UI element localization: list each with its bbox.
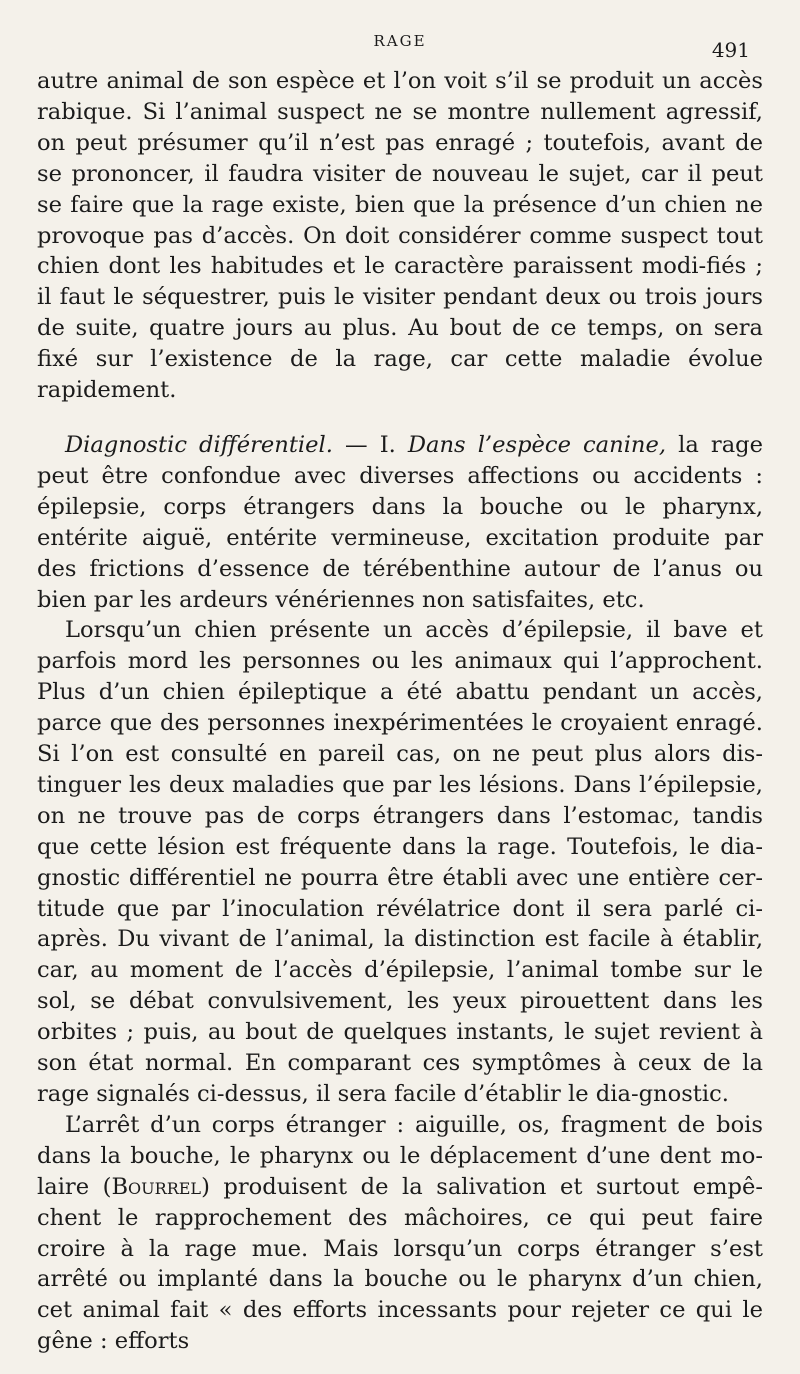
subsection-heading: Dans l’espèce canine,	[407, 431, 667, 458]
paragraph-diagnostic	[37, 430, 763, 615]
paragraph-epilepsy: Lorsqu’un chien présente un accès d’épilepsie, il bave et parfois mord les personnes ou les animaux qui l’approchent. Plus d’un chien épileptique a été abattu pendant un accès, parce que des personnes inexpérimentées le croyaient enragé. Si l’on est consulté en pareil cas, on ne peut plus alors dis-tinguer les deux maladies que par les lésions. Dans l’épilepsie, on ne trouve pas de corps étrangers dans l’estomac, tandis que cette lésion est fréquente dans la rage. Toutefois, le dia-gnostic différentiel ne pourra être établi avec une entière cer-titude que par l’inoculation révélatrice dont il sera parlé ci-après. Du vivant de l’animal, la distinction est facile à établir, car, au moment de l’accès d’épilepsie, l’animal tombe sur le sol, se débat convulsivement, les yeux pirouettent dans les orbites ; puis, au bout de quelques instants, le sujet revient à son état normal. En comparant ces symptômes à ceux de la rage signalés ci-dessus, il sera facile d’établir le dia-gnostic.	[37, 617, 763, 1107]
author-name: Bourrel	[111, 1173, 202, 1200]
paragraph-text: L’arrêt d’un corps étranger : aiguille, os, fragment de bois dans la bouche, le pharynx ou le déplacement d’une dent mo-laire (	[37, 1111, 763, 1200]
page-number: 491	[711, 38, 750, 62]
paragraph-spacer	[37, 406, 763, 430]
paragraph-text: la rage peut être confondue avec diverses affections ou accidents : épilepsie, corps étrangers dans la bouche ou le pharynx, entérite aiguë, entérite vermineuse, excitation produite par des frictions d’essence de térébenthine autour de l’anus ou bien par les ardeurs vénériennes non satisfaites, etc.	[37, 431, 763, 613]
body-text	[37, 66, 763, 1357]
section-dash: — I.	[332, 431, 408, 458]
paragraph-continuation: autre animal de son espèce et l’on voit s’il se produit un accès rabique. Si l’animal suspect ne se montre nullement agressif, on peut présumer qu’il n’est pas enragé ; toutefois, avant de se prononcer, il faudra visiter de nouveau le sujet, car il peut se faire que la rage existe, bien que la présence d’un chien ne provoque pas d’accès. On doit considérer comme suspect tout chien dont les habitudes et le caractère paraissent modi-fiés ; il faut le séquestrer, puis le visiter pendant deux ou trois jours de suite, quatre jours au plus. Au bout de ce temps, on sera fixé sur l’existence de la rage, car cette maladie évolue rapidement.	[37, 68, 763, 404]
paragraph-text: ) produisent de la salivation et surtout empê-chent le rapprochement des mâchoires, ce qui peut faire croire à la rage mue. Mais lorsqu’un corps étranger s’est arrêté ou implanté dans la bouche ou le pharynx d’un chien, cet animal fait « des efforts incessants pour rejeter ce qui le gêne : efforts	[37, 1173, 764, 1355]
section-heading: Diagnostic différentiel.	[65, 431, 333, 458]
running-head	[0, 28, 800, 62]
paragraph-foreign-body	[37, 1110, 763, 1357]
running-title: RAGE	[373, 32, 427, 50]
